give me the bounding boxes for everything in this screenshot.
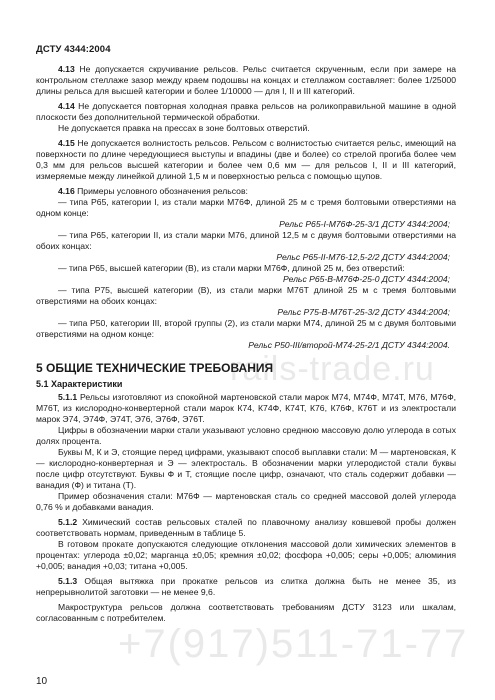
example-item: — типа Р75, высшей категории (В), из стали марки М76Т длиной 25 м с тремя болтовыми отверстиями на обоих концах:	[36, 285, 456, 306]
example-designation: Рельс Р65-I-М76Ф-25-3/1 ДСТУ 4344:2004;	[279, 219, 450, 229]
subsection-heading: 5.1 Характеристики	[36, 379, 123, 389]
page-number: 10	[36, 676, 48, 687]
clause-5-1-1	[36, 392, 456, 425]
paragraph: Буквы М, К и Э, стоящие перед цифрами, указывают способ выплавки стали: М — мартеновская, К — кислородно-конвертерная и Э — электросталь. В обозначении марки углеродистой стали буквы после цифр отсутствуют. Буквы Ф и Т, стоящие после цифр, означают, что сталь содержит добавки — ванадия (Ф) и титана (Т).	[36, 447, 456, 490]
paragraph: Цифры в обозначении марки стали указывают условно среднюю массовую долю углерода в сотых долях процента.	[36, 425, 456, 446]
clause-text: Не допускается повторная холодная правка рельсов на роликоправильной машине в одной плоскости без дополнительной термической обработки.	[36, 101, 456, 122]
clause-text: Химический состав рельсовых сталей по плавочному анализу ковшевой пробы должен соответствовать нормам, приведенным в таблице 5.	[36, 517, 456, 538]
clause-text: Примеры условного обозначения рельсов:	[77, 186, 248, 196]
paragraph: Макроструктура рельсов должна соответствовать требованиям ДСТУ 3123 или шкалам, согласованным с потребителем.	[36, 602, 456, 623]
example-item: — типа Р65, категории II, из стали марки М76, длиной 12,5 м с двумя болтовыми отверстиями на обоих концах:	[36, 230, 456, 251]
clause-4-16	[36, 186, 456, 197]
watermark-phone: +7(917)511-71-77	[118, 622, 469, 666]
clause-number: 4.15	[58, 138, 75, 148]
running-header: ДСТУ 4344:2004	[36, 44, 111, 55]
page-body	[36, 64, 456, 624]
clause-text: Не допускается волнистость рельсов. Рельсом с волнистостью считается рельс, имеющий на поверхности по длине чередующиеся выступы и впадины (две и более) со стрелой прогиба более чем 0,3 мм для рельсов высшей категории и более чем 0,6 мм — для рельсов I, II и III категорий, измеряемые между линейкой длиной 1,5 м и поверхностью рельса с помощью щупов.	[36, 138, 457, 181]
example-designation: Рельс Р65-В-М76Ф-25-0 ДСТУ 4344:2004;	[282, 274, 450, 284]
clause-number: 5.1.2	[58, 517, 78, 527]
clause-number: 5.1.3	[58, 576, 78, 586]
example-item: — типа Р50, категории III, второй группы (2), из стали марки М74, длиной 25 м с двумя болтовыми отверстиями на одном конце:	[36, 318, 456, 339]
example-item: — типа Р65, высшей категории (В), из стали марки М76Ф, длиной 25 м, без отверстий:	[58, 263, 405, 273]
clause-5-1-3	[36, 576, 456, 598]
example-designation: Рельс Р50-III/второй-М74-25-2/1 ДСТУ 4344:2004.	[248, 340, 450, 350]
clause-text: Общая вытяжка при прокатке рельсов из слитка должна быть не менее 35, из непрерывнолитой заготовки — не менее 9,6.	[36, 576, 456, 597]
section-heading: 5 ОБЩИЕ ТЕХНИЧЕСКИЕ ТРЕБОВАНИЯ	[36, 361, 274, 375]
paragraph: Пример обозначения стали: М76Ф — мартеновская сталь со средней массовой долей углерода 0,76 % и добавками ванадия.	[36, 491, 456, 512]
clause-number: 4.16	[58, 186, 75, 196]
example-designation: Рельс Р75-В-М76Т-25-3/2 ДСТУ 4344:2004;	[277, 307, 450, 317]
paragraph: В готовом прокате допускаются следующие отклонения массовой доли химических элементов в процентах: углерода ±0,02; марганца ±0,05; кремния ±0,02; фосфора +0,005; серы +0,005; алюминия +0,005; ванадия +0,03; титана +0,005.	[36, 539, 456, 571]
example-item: — типа Р65, категории I, из стали марки М76Ф, длиной 25 м с тремя болтовыми отверстиями на одном конце:	[36, 197, 456, 218]
clause-5-1-2	[36, 517, 456, 539]
clause-text: Рельсы изготовляют из спокойной мартеновской стали марок М74, М74Ф, М74Т, М76, М76Ф, М76Т, из кислородно-конвертерной стали марок К74, К74Ф, К74Т, К76, К76Ф, К76Т и из электростали марок Э74, Э74Ф, Э74Т, Э76, Э76Ф, Э76Т.	[36, 392, 456, 424]
clause-number: 5.1.1	[58, 392, 78, 402]
clause-number: 4.14	[58, 101, 75, 111]
clause-4-14	[36, 101, 456, 123]
clause-text: Не допускается скручивание рельсов. Рельс считается скрученным, если при замере на контрольном стеллаже зазор между краем подошвы на концах и стеллажом составляет: более 1/25000 длины рельса для высшей категории и более 1/10000 — для I, II и III категорий.	[36, 64, 456, 96]
clause-4-15	[36, 138, 456, 182]
paragraph: Не допускается правка на прессах в зоне болтовых отверстий.	[58, 123, 310, 133]
example-designation: Рельс Р65-II-М76-12,5-2/2 ДСТУ 4344:2004;	[276, 252, 450, 262]
clause-number: 4.13	[58, 64, 75, 74]
clause-4-13	[36, 64, 456, 97]
watermark-site: rails-trade.ru	[230, 350, 435, 388]
